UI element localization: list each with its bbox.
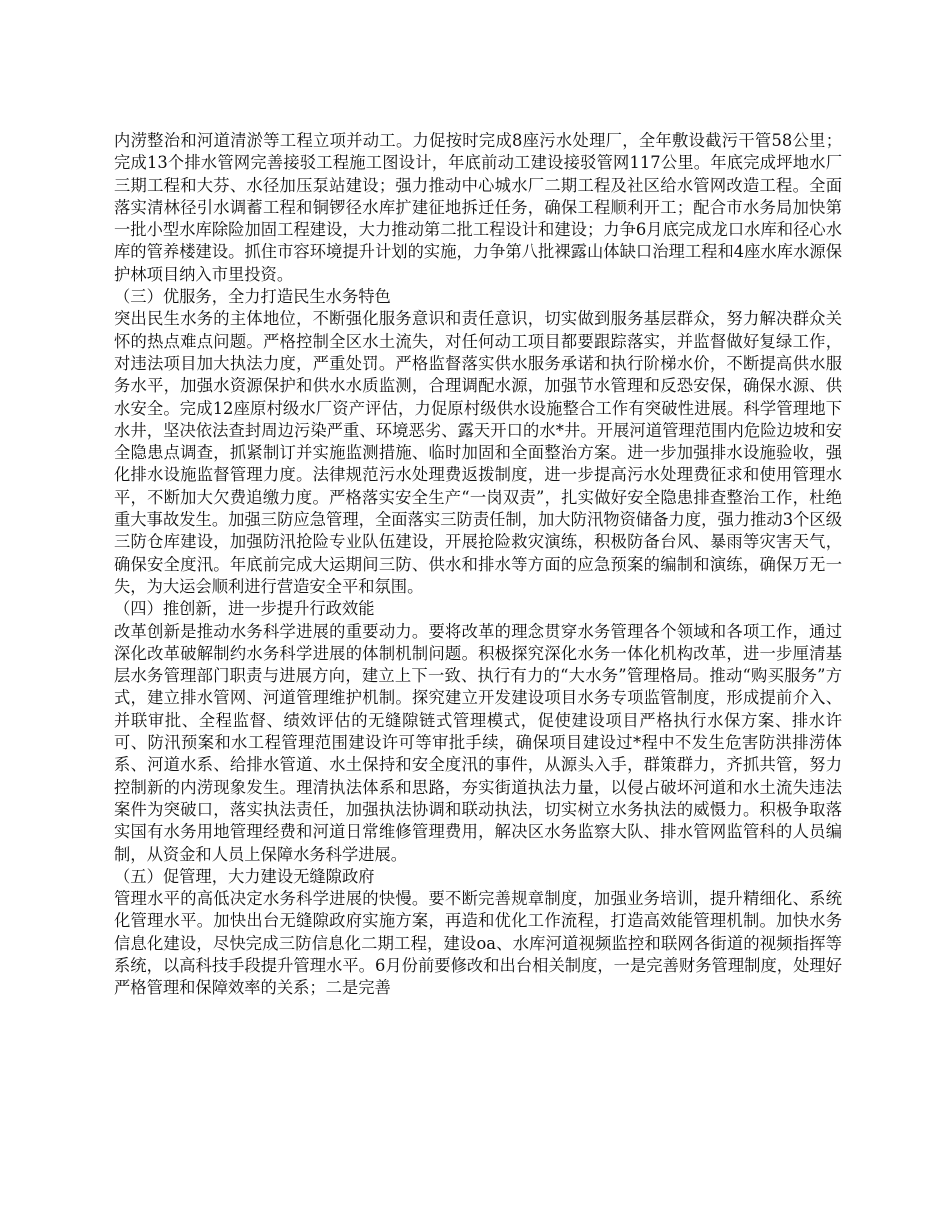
body-paragraph-management: 管理水平的高低决定水务科学进展的快慢。要不断完善规章制度，加强业务培训，提升精细化、系统化管理水平。加快出台无缝隙政府实施方案，再造和优化工作流程，打造高效能管理机制。加快水务信息化建设，尽快完成三防信息化二期工程，建设oa、水库河道视频监控和联网各街道的视频指挥等系统，以高科技手段提升管理水平。6月份前要修改和出台相关制度，一是完善财务管理制度，处理好严格管理和保障效率的关系；二是完善 xyxy=(114,889,842,998)
document-page xyxy=(114,130,842,1000)
body-paragraph-construction-projects: 内涝整治和河道清淤等工程立项并动工。力促按时完成8座污水处理厂，全年敷设截污干管58公里；完成13个排水管网完善接驳工程施工图设计，年底前动工建设接驳管网117公里。年底完成坪地水厂三期工程和大芬、水径加压泵站建设；强力推动中心城水厂二期工程及社区给水管网改造工程。全面落实清林径引水调蓄工程和铜锣径水库扩建征地拆迁任务，确保工程顺利开工；配合市水务局加快第一批小型水库除险加固工程建设，大力推动第二批工程设计和建设；力争6月底完成龙口水库和径心水库的管养楼建设。抓住市容环境提升计划的实施，力争第八批裸露山体缺口治理工程和4座水库水源保护林项目纳入市里投资。 xyxy=(114,131,842,284)
section-heading-4: （四）推创新，进一步提升行政效能 xyxy=(114,599,375,619)
body-paragraph-innovation: 改革创新是推动水务科学进展的重要动力。要将改革的理念贯穿水务管理各个领域和各项工作，通过深化改革破解制约水务科学进展的体制机制问题。积极探究深化水务一体化机构改革，进一步厘清基层水务管理部门职责与进展方向，建立上下一致、执行有力的“大水务”管理格局。推动“购买服务”方式，建立排水管网、河道管理维护机制。探究建立开发建设项目水务专项监管制度，形成提前介入、并联审批、全程监督、绩效评估的无缝隙链式管理模式，促使建设项目严格执行水保方案、排水许可、防汛预案和水工程管理范围建设许可等审批手续，确保项目建设过*程中不发生危害防洪排涝体系、河道水系、给排水管道、水土保持和安全度汛的事件，从源头入手，群策群力，齐抓共管，努力控制新的内涝现象发生。理清执法体系和思路，夯实街道执法力量，以侵占破坏河道和水土流失违法案件为突破口，落实执法责任，加强执法协调和联动执法，切实树立水务执法的威慑力。积极争取落实国有水务用地管理经费和河道日常维修管理费用，解决区水务监察大队、排水管网监管科的人员编制，从资金和人员上保障水务科学进展。 xyxy=(114,621,842,864)
section-heading-3: （三）优服务，全力打造民生水务特色 xyxy=(114,287,391,307)
body-paragraph-livelihood-water: 突出民生水务的主体地位，不断强化服务意识和责任意识，切实做到服务基层群众，努力解决群众关怀的热点难点问题。严格控制全区水土流失，对任何动工项目都要跟踪落实，并监督做好复绿工作，对违法项目加大执法力度，严重处罚。严格监督落实供水服务承诺和执行阶梯水价，不断提高供水服务水平，加强水资源保护和供水水质监测，合理调配水源，加强节水管理和反恐安保，确保水源、供水安全。完成12座原村级水厂资产评估，力促原村级供水设施整合工作有突破性进展。科学管理地下水井，坚决依法查封周边污染严重、环境恶劣、露天开口的水*井。开展河道管理范围内危险边坡和安全隐患点调查，抓紧制订并实施监测措施、临时加固和全面整治方案。进一步加强排水设施验收，强化排水设施监督管理力度。法律规范污水处理费返拨制度，进一步提高污水处理费征求和使用管理水平，不断加大欠费追缴力度。严格落实安全生产“一岗双责”，扎实做好安全隐患排查整治工作，杜绝重大事故发生。加强三防应急管理，全面落实三防责任制，加大防汛物资储备力度，强力推动3个区级三防仓库建设，加强防汛抢险专业队伍建设，开展抢险救灾演练，积极防备台风、暴雨等灾害天气，确保安全度汛。年底前完成大运期间三防、供水和排水等方面的应急预案的编制和演练，确保万无一失，为大运会顺利进行营造安全平和氛围。 xyxy=(114,309,842,596)
section-heading-5: （五）促管理，大力建设无缝隙政府 xyxy=(114,866,375,886)
